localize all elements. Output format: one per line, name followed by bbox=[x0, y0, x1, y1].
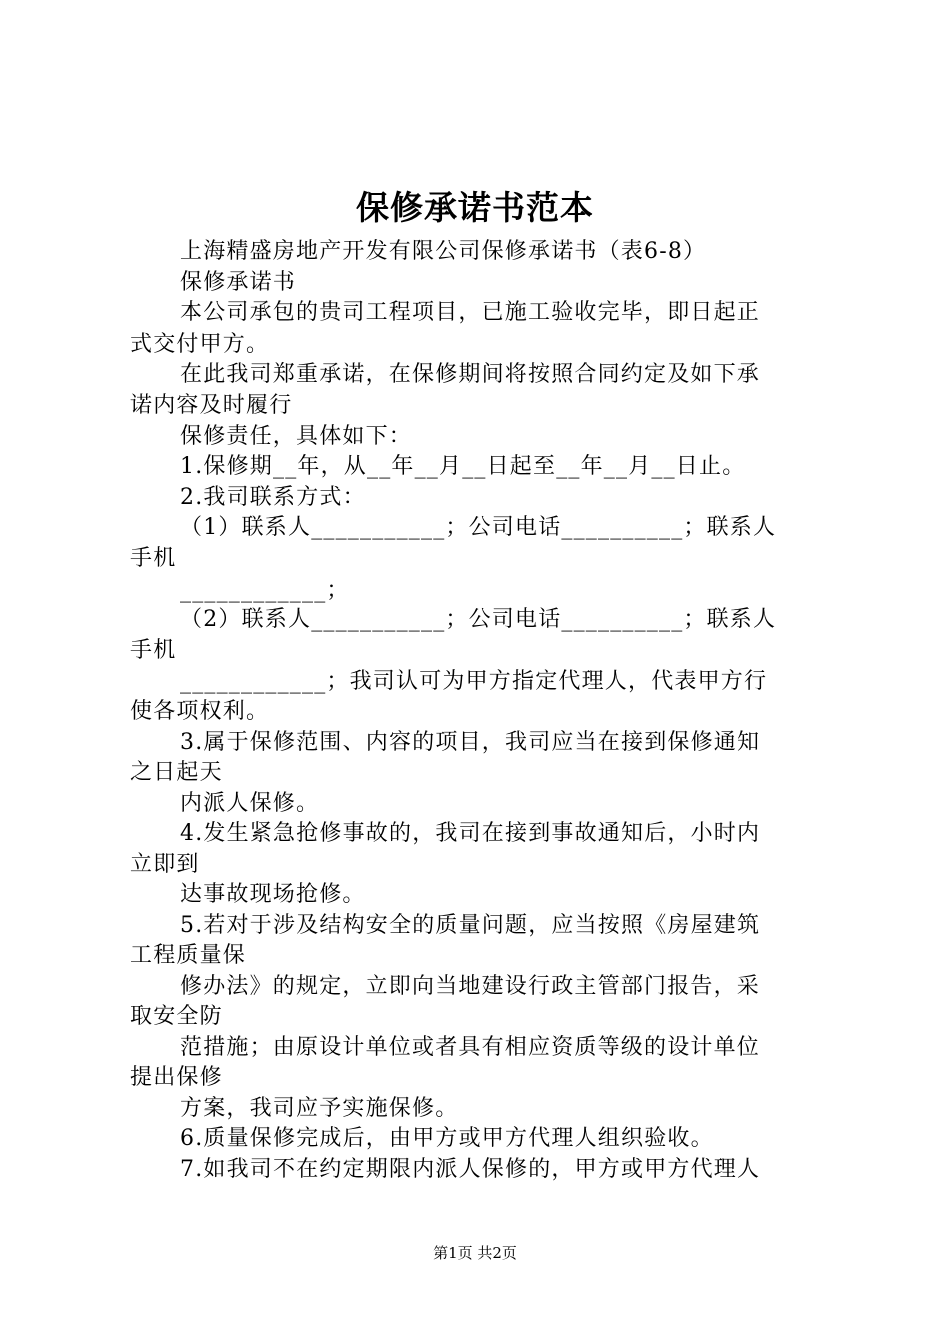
paragraph-line: 诺内容及时履行 bbox=[130, 393, 293, 418]
paragraph-line: 修办法》的规定，立即向当地建设行政主管部门报告，采 bbox=[180, 974, 761, 999]
contact-line-1-cont: 手机 bbox=[130, 546, 177, 571]
document-title: 保修承诺书范本 bbox=[356, 188, 594, 227]
paragraph-line: 在此我司郑重承诺，在保修期间将按照合同约定及如下承 bbox=[180, 362, 761, 387]
paragraph-line: 工程质量保 bbox=[130, 943, 247, 968]
paragraph-line: 使各项权利。 bbox=[130, 699, 270, 724]
contact-line-2: （2）联系人___________；公司电话__________；联系人 bbox=[180, 607, 777, 632]
clause-6: 6.质量保修完成后，由甲方或甲方代理人组织验收。 bbox=[180, 1126, 714, 1151]
paragraph-line: 提出保修 bbox=[130, 1065, 223, 1090]
heading-subtitle: 保修承诺书 bbox=[180, 270, 297, 295]
page-footer: 第1页 共2页 bbox=[433, 1244, 517, 1262]
clause-3: 3.属于保修范围、内容的项目，我司应当在接到保修通知 bbox=[180, 730, 761, 755]
paragraph-line: 范措施；由原设计单位或者具有相应资质等级的设计单位 bbox=[180, 1035, 761, 1060]
clause-2: 2.我司联系方式： bbox=[180, 485, 366, 510]
contact-line-2-cont: 手机 bbox=[130, 638, 177, 663]
paragraph-line: 保修责任，具体如下： bbox=[180, 424, 413, 449]
clause-1: 1.保修期__年，从__年__月__日起至__年__月__日止。 bbox=[180, 454, 746, 479]
contact-line-1-phone: ____________； bbox=[180, 578, 350, 603]
paragraph-line: 内派人保修。 bbox=[180, 791, 320, 816]
paragraph-line: 取安全防 bbox=[130, 1004, 223, 1029]
clause-4: 4.发生紧急抢修事故的，我司在接到事故通知后，小时内 bbox=[180, 821, 761, 846]
contact-line-2-phone: ____________；我司认可为甲方指定代理人，代表甲方行 bbox=[180, 669, 768, 694]
paragraph-line: 本公司承包的贵司工程项目，已施工验收完毕，即日起正 bbox=[180, 300, 761, 325]
clause-7: 7.如我司不在约定期限内派人保修的，甲方或甲方代理人 bbox=[180, 1157, 761, 1182]
paragraph-line: 式交付甲方。 bbox=[130, 332, 270, 357]
paragraph-line: 方案，我司应予实施保修。 bbox=[180, 1096, 459, 1121]
heading-company-form: 上海精盛房地产开发有限公司保修承诺书（表6-8） bbox=[180, 239, 707, 264]
paragraph-line: 达事故现场抢修。 bbox=[180, 882, 366, 907]
paragraph-line: 立即到 bbox=[130, 852, 200, 877]
contact-line-1: （1）联系人___________；公司电话__________；联系人 bbox=[180, 515, 777, 540]
paragraph-line: 之日起天 bbox=[130, 760, 223, 785]
clause-5: 5.若对于涉及结构安全的质量问题，应当按照《房屋建筑 bbox=[180, 913, 761, 938]
